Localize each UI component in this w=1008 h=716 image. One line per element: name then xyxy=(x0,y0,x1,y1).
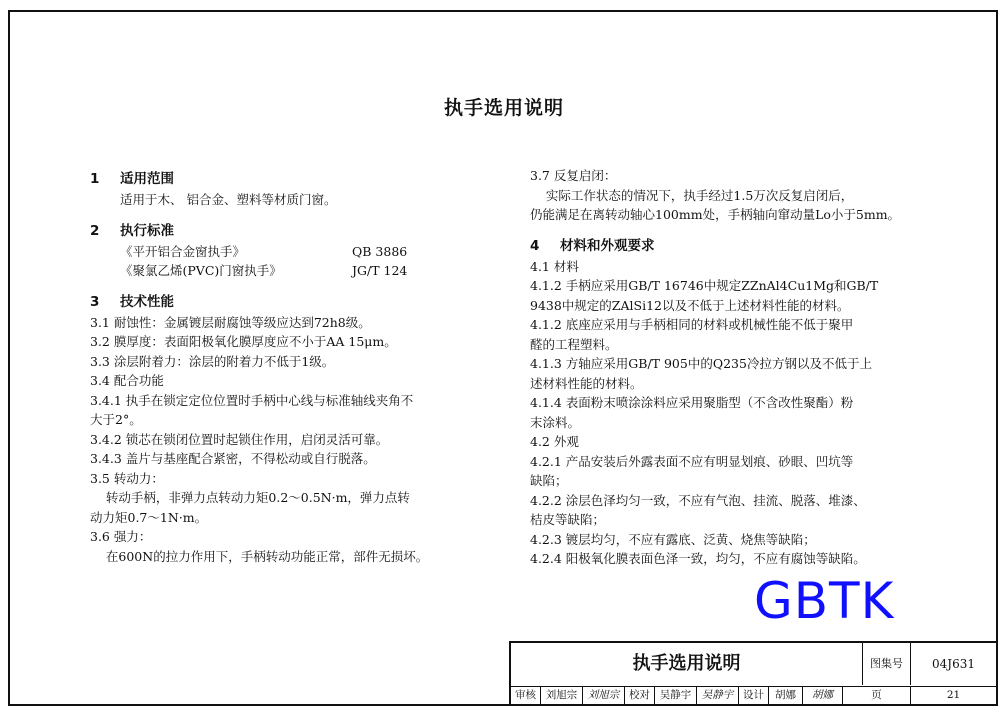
section-3-body xyxy=(90,313,490,567)
text-line: 末涂料。 xyxy=(530,414,581,430)
text-line: 动力矩0.7～1N·m。 xyxy=(90,509,208,525)
text-line: 3.6 强力： xyxy=(90,529,152,544)
page-label: 页 xyxy=(843,687,911,704)
text-line: 大于2°。 xyxy=(90,412,142,427)
section-number: 2 xyxy=(90,222,100,239)
text-line: 4.2.3 镀层均匀，不应有露底、泛黄、烧焦等缺陷； xyxy=(530,531,816,547)
text-line: 缺陷； xyxy=(530,473,568,488)
signature: 胡娜 xyxy=(803,687,843,704)
section-title: 材料和外观要求 xyxy=(560,237,655,254)
role-label: 审核 xyxy=(511,687,541,704)
section-3-heading xyxy=(90,291,490,313)
section-number: 4 xyxy=(530,237,540,254)
text-line: 醛的工程塑料。 xyxy=(530,336,618,352)
text-line: 3.1 耐蚀性：金属镀层耐腐蚀等级应达到72h8级。 xyxy=(90,314,371,330)
standard-row xyxy=(90,242,490,262)
role-label: 校对 xyxy=(625,687,655,704)
text-line: 4.1.2 手柄应采用GB/T 16746中规定ZZnAl4Cu1Mg和GB/T xyxy=(530,278,879,293)
left-column xyxy=(90,168,490,566)
section-number: 3 xyxy=(90,293,100,310)
text-line: 述材料性能的材料。 xyxy=(530,375,643,391)
text-line: 3.3 涂层附着力：涂层的附着力不低于1级。 xyxy=(90,353,335,369)
signature-row xyxy=(511,687,996,704)
atlas-label: 图集号 xyxy=(863,643,911,685)
section-4-heading xyxy=(530,235,935,257)
section-title: 技术性能 xyxy=(120,293,174,310)
standard-name: 《平开铝合金窗执手》 xyxy=(120,243,246,259)
section-title: 执行标准 xyxy=(120,222,174,239)
text-line: 4.1 材料 xyxy=(530,258,579,274)
text-line: 实际工作状态的情况下，执手经过1.5万次反复启闭后， xyxy=(530,187,854,203)
section-4-body xyxy=(530,257,935,569)
title-block-name: 执手选用说明 xyxy=(511,643,863,685)
role-name: 刘旭宗 xyxy=(541,687,583,704)
text-line: 4.1.4 表面粉末喷涂涂料应采用聚脂型（不含改性聚酯）粉 xyxy=(530,395,854,410)
text-line: 仍能满足在离转动轴心100mm处，手柄轴向窜动量Lo小于5mm。 xyxy=(530,207,901,222)
role-label: 设计 xyxy=(739,687,769,704)
signature: 刘旭宗 xyxy=(583,687,625,704)
section-title: 适用范围 xyxy=(120,171,174,187)
atlas-number: 04J631 xyxy=(932,657,975,671)
text-line: 3.4 配合功能 xyxy=(90,373,164,388)
text-line: 3.7 反复启闭： xyxy=(530,168,617,183)
role-name: 吴静宇 xyxy=(655,687,697,704)
section-2-heading xyxy=(90,220,490,242)
text-line: 4.2.2 涂层色泽均匀一致，不应有气泡、挂流、脱落、堆漆、 xyxy=(530,492,866,508)
text-line: 在600N的拉力作用下，手柄转动功能正常，部件无损坏。 xyxy=(90,548,429,564)
text-line: 4.1.2 底座应采用与手柄相同的材料或机械性能不低于聚甲 xyxy=(530,317,854,332)
text-line: 3.4.2 锁芯在锁闭位置时起锁住作用，启闭灵活可靠。 xyxy=(90,431,389,447)
watermark: GBTK xyxy=(754,572,895,630)
text-line: 转动手柄，非弹力点转动力矩0.2～0.5N·m，弹力点转 xyxy=(90,490,410,505)
section-1-heading xyxy=(90,168,490,190)
section-number: 1 xyxy=(90,171,100,187)
text-line: 9438中规定的ZAlSi12以及不低于上述材料性能的材料。 xyxy=(530,297,850,313)
standard-code: JG/T 124 xyxy=(352,263,408,278)
standard-name: 《聚氯乙烯(PVC)门窗执手》 xyxy=(120,263,282,278)
page-number: 21 xyxy=(946,689,961,701)
title-block xyxy=(509,641,996,704)
text-line: 3.4.3 盖片与基座配合紧密，不得松动或自行脱落。 xyxy=(90,451,376,466)
text-line: 桔皮等缺陷； xyxy=(530,512,606,527)
section-1-text: 适用于木、 铝合金、塑料等材质门窗。 xyxy=(120,192,337,207)
right-column xyxy=(530,166,935,569)
signature: 吴静宇 xyxy=(697,687,739,704)
text-line: 3.5 转动力： xyxy=(90,470,164,486)
page-title: 执手选用说明 xyxy=(443,97,564,119)
text-line: 4.1.3 方轴应采用GB/T 905中的Q235冷拉方钢以及不低于上 xyxy=(530,356,872,371)
text-line: 3.2 膜厚度：表面阳极氧化膜厚度应不小于AA 15μm。 xyxy=(90,334,397,349)
text-line: 4.2.1 产品安装后外露表面不应有明显划痕、砂眼、凹坑等 xyxy=(530,453,854,469)
standard-row xyxy=(90,261,490,281)
text-line: 3.4.1 执手在锁定定位位置时手柄中心线与标准轴线夹角不 xyxy=(90,392,414,408)
text-line: 4.2.4 阳极氧化膜表面色泽一致，均匀，不应有腐蚀等缺陷。 xyxy=(530,551,866,566)
standard-code: QB 3886 xyxy=(352,243,408,259)
text-line: 4.2 外观 xyxy=(530,434,579,449)
role-name: 胡娜 xyxy=(769,687,803,704)
